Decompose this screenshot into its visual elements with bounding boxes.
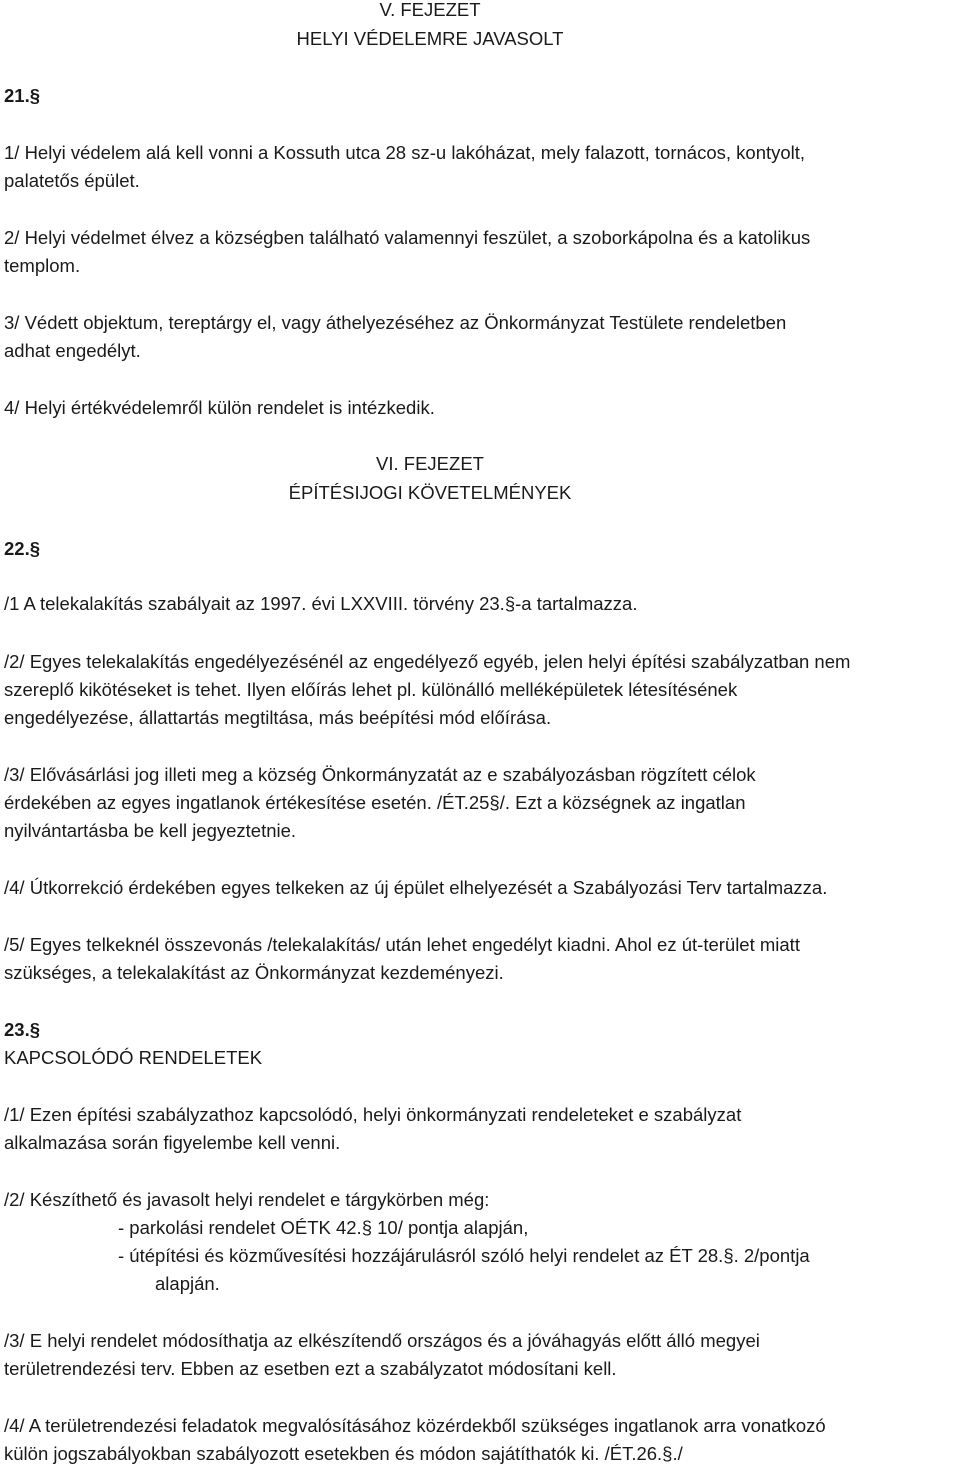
paragraph-line: szükséges, a telekalakítást az Önkormányzat kezdeményezi.	[4, 962, 504, 983]
section-number: 22.§	[4, 538, 41, 559]
paragraph-line: szereplő kikötéseket is tehet. Ilyen előírás lehet pl. különálló melléképületek létesítésének	[4, 679, 738, 700]
paragraph-line: /2/ Egyes telekalakítás engedélyezésénél az engedélyező egyéb, jelen helyi építési szabályzatban nem	[4, 651, 851, 672]
paragraph-line: /1 A telekalakítás szabályait az 1997. évi LXXVIII. törvény 23.§-a tartalmazza.	[4, 593, 638, 614]
paragraph-line: /3/ Elővásárlási jog illeti meg a község Önkormányzatát az e szabályozásban rögzített célok	[4, 764, 756, 785]
paragraph-line: külön jogszabályokban szabályozott esetekben és módon sajátíthatók ki. /ÉT.26.§./	[4, 1443, 683, 1464]
paragraph-line: adhat engedélyt.	[4, 340, 141, 361]
section-number: 21.§	[4, 85, 41, 106]
chapter-subtitle: ÉPÍTÉSIJOGI KÖVETELMÉNYEK	[288, 482, 572, 503]
section-title: KAPCSOLÓDÓ RENDELETEK	[4, 1047, 263, 1068]
section-number: 23.§	[4, 1019, 41, 1040]
paragraph-line: 2/ Helyi védelmet élvez a községben található valamennyi feszület, a szoborkápolna és a katolikus	[4, 227, 811, 248]
paragraph-line: /5/ Egyes telkeknél összevonás /telekalakítás/ után lehet engedélyt kiadni. Ahol ez út-terület miatt	[4, 934, 800, 955]
paragraph-line: /1/ Ezen építési szabályzathoz kapcsolódó, helyi önkormányzati rendeleteket e szabályzat	[4, 1104, 742, 1125]
paragraph-line: /4/ A területrendezési feladatok megvalósításához közérdekből szükséges ingatlanok arra vonatkozó	[4, 1415, 826, 1436]
chapter-title: VI. FEJEZET	[376, 453, 484, 474]
paragraph-line: területrendezési terv. Ebben az esetben ezt a szabályzatot módosítani kell.	[4, 1358, 617, 1379]
paragraph-line: engedélyezése, állattartás megtiltása, más beépítési mód előírása.	[4, 707, 552, 728]
list-item: - parkolási rendelet OÉTK 42.§ 10/ pontja alapján,	[118, 1217, 529, 1238]
paragraph-line: 1/ Helyi védelem alá kell vonni a Kossuth utca 28 sz-u lakóházat, mely falazott, tornácos, kontyolt,	[4, 142, 806, 163]
paragraph-line: 3/ Védett objektum, tereptárgy el, vagy áthelyezéséhez az Önkormányzat Testülete rendeletben	[4, 312, 787, 333]
paragraph-line: /2/ Készíthető és javasolt helyi rendelet e tárgykörben még:	[4, 1189, 490, 1210]
list-item-continuation: alapján.	[155, 1273, 220, 1294]
paragraph-line: érdekében az egyes ingatlanok értékesítése esetén. /ÉT.25§/. Ezt a községnek az ingatlan	[4, 792, 746, 813]
chapter-title: V. FEJEZET	[379, 0, 481, 20]
paragraph-line: alkalmazása során figyelembe kell venni.	[4, 1132, 341, 1153]
paragraph-line: 4/ Helyi értékvédelemről külön rendelet is intézkedik.	[4, 397, 435, 418]
paragraph-line: /4/ Útkorrekció érdekében egyes telkeken az új épület elhelyezését a Szabályozási Terv tartalmazza.	[4, 877, 828, 898]
list-item: - útépítési és közművesítési hozzájárulásról szóló helyi rendelet az ÉT 28.§. 2/pontja	[118, 1245, 810, 1266]
paragraph-line: nyilvántartásba be kell jegyeztetnie.	[4, 820, 297, 841]
paragraph-line: /3/ E helyi rendelet módosíthatja az elkészítendő országos és a jóváhagyás előtt álló megyei	[4, 1330, 760, 1351]
chapter-subtitle: HELYI VÉDELEMRE JAVASOLT	[296, 28, 564, 49]
paragraph-line: palatetős épület.	[4, 170, 140, 191]
paragraph-line: templom.	[4, 255, 81, 276]
